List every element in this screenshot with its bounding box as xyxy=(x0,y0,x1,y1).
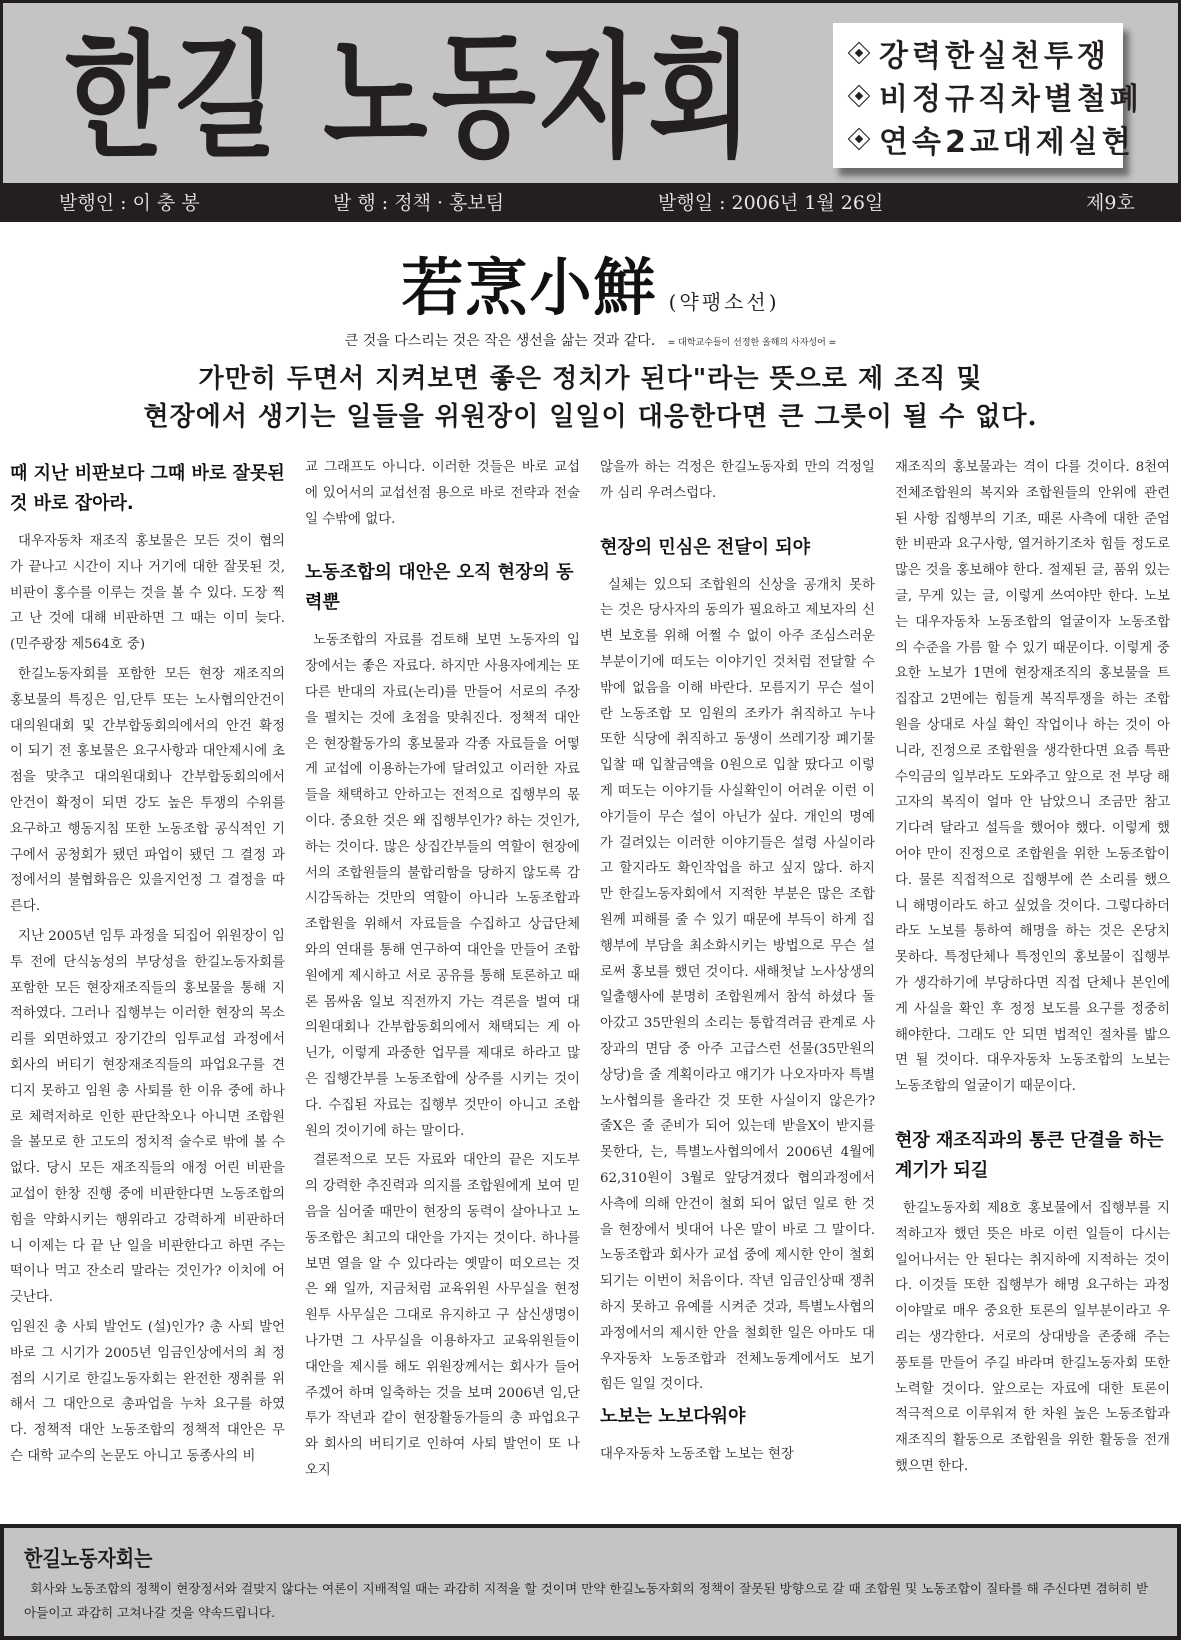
article-columns xyxy=(10,455,1170,1495)
slogan-text: 비정규직차별철폐 xyxy=(879,81,1143,117)
idiom-hanja: 若烹小鮮 xyxy=(401,251,658,324)
issuer: 발 행 : 정책 · 홍보팀 xyxy=(333,191,505,214)
headline-idiom xyxy=(0,238,1181,327)
idiom-meaning xyxy=(0,330,1181,350)
paragraph: 결론적으로 모든 자료와 대안의 끝은 지도부의 강력한 추진력과 의지를 조합원에게 보여 믿음을 심어줄 때만이 현장의 동력이 살아나고 노동조합은 최고의 대안을 가지는 것이다. 하나를 보면 열을 알 수 있다라는 옛말이 떠오르는 것은 왜 일까, 지금처럼 교육위원 사무실을 현정원투 사무실은 그대로 유지하고 구 삼신생명이 나가면 그 사무실을 이용하자고 교육위원들이 대안을 제시를 해도 위원장께서는 회사가 들어 주겠어 하며 일축하는 것을 보며 2006년 임,단투가 작년과 같이 현장활동가들의 총 파업요구와 회사의 버티기로 인하여 사퇴 발언이 또 나오지 xyxy=(305,1153,580,1478)
column-4 xyxy=(895,455,1170,1495)
section-heading: 현장의 민심은 전달이 되야 xyxy=(600,536,811,558)
slogan-text: 연속2교대제실현 xyxy=(879,124,1135,160)
paragraph: 대우자동차 노동조합 노보는 현장 xyxy=(600,1447,794,1463)
slogan-box xyxy=(833,23,1143,168)
footer-title: 한길노동자회는 xyxy=(24,1546,153,1572)
diamond-bullet-icon xyxy=(848,127,871,150)
column-3 xyxy=(600,455,875,1495)
paragraph: 않을까 하는 걱정은 한길노동자회 만의 걱정일까 심리 우려스럽다. xyxy=(600,460,875,501)
lead-statement xyxy=(0,360,1181,436)
masthead xyxy=(0,0,1181,222)
diamond-bullet-icon xyxy=(848,84,871,107)
publisher: 발행인 : 이 충 봉 xyxy=(59,191,200,214)
paragraph: 노동조합의 자료를 검토해 보면 노동자의 입장에서는 좋은 자료다. 하지만 사용자에게는 또 다른 반대의 자료(논리)를 만들어 서로의 주장을 펼치는 것에 초점을 맞춰진다. 정책적 대안은 현장활동가의 홍보물과 각종 자료들을 어떻게 교섭에 이용하는가에 달려있고 이러한 자료들을 채택하고 안하고는 전적으로 집행부의 몫이다. 중요한 것은 왜 집행부인가? 하는 것인가, 하는 것이다. 많은 상집간부들의 역할이 현장에서의 조합원들의 불합리함을 당하지 않도록 감시감독하는 것만의 역할이 아니라 노동조합과 조합원을 위해서 자료들을 수집하고 상급단체와의 연대를 통해 연구하여 대안을 만들어 조합원에게 제시하고 서로 공유를 통해 토론하고 때론 몸싸움 일보 직전까지 가는 격론을 벌여 대의원대회나 간부합동회의에서 채택되는 게 아닌가, 이렇게 과중한 업무를 제대로 하라고 많은 집행간부를 노동조합에 상주를 시키는 것이다. 수집된 자료는 집행부 것만이 아니고 조합원의 것이기에 하는 말이다. xyxy=(305,633,580,1139)
section-heading: 현장 재조직과의 통큰 단결을 하는 계기가 되길 xyxy=(895,1129,1164,1181)
idiom-meaning-text: 큰 것을 다스리는 것은 작은 생선을 삶는 것과 같다. xyxy=(344,333,656,349)
publish-date: 발행일 : 2006년 1월 26일 xyxy=(658,191,884,214)
paragraph: 재조직의 홍보물과는 격이 다를 것이다. 8천여 전체조합원의 복지와 조합원들의 안위에 관련된 사항 집행부의 기조, 때론 사측에 대한 준엄한 비판과 요구사항, 열거하기조차 힘들 정도로 많은 것을 홍보해야 한다. 절제된 글, 품위 있는 글, 무게 있는 글, 이렇게 쓰여야만 한다. 노보는 대우자동차 노동조합의 얼굴이자 노동조합의 수준을 가름 할 수 있기 때문이다. 이렇게 중요한 노보가 1면에 현장재조직의 홍보물을 트집잡고 2면에는 힘들게 복직투쟁을 하는 조합원을 상대로 사실 확인 작업이나 하는 것이 아니라, 진정으로 조합원을 생각한다면 요즘 특판 수익금의 일부라도 도와주고 앞으로 전 부당 해고자의 복직이 얼마 안 남았으니 조금만 참고 기다려 달라고 설득을 했어야 했다. 이렇게 했어야 만이 진정으로 조합원을 위한 노동조합이다. 물론 직접적으로 집행부에 쓴 소리를 했으니 해명이라도 하고 싶었을 것이다. 그렇다하더라도 노보를 통하여 해명을 하는 것은 온당치 못하다. 특정단체나 특정인의 홍보물이 집행부가 생각하기에 부당하다면 직접 단체나 본인에게 사실을 확인 후 정정 보도를 요구를 정중히 해야한다. 그래도 안 되면 법적인 절차를 밟으면 될 것이다. 대우자동차 노동조합의 노보는 노동조합의 얼굴이기 때문이다. xyxy=(895,460,1170,1095)
paragraph: 한길노동자회 제8호 홍보물에서 집행부를 지적하고자 했던 뜻은 바로 이런 일들이 다시는 일어나서는 안 된다는 취지하에 지적하는 것이다. 이것들 또한 집행부가 해명 요구하는 과정이야말로 매우 중요한 토론의 일부분이라고 우리는 생각한다. 서로의 상대방을 존중해 주는 풍토를 만들어 주길 바라며 한길노동자회 또한 노력할 것이다. 앞으로는 자료에 대한 토론이 적극적으로 이루워져 한 차원 높은 노동조합과 재조직의 활동으로 조합원을 위한 활동을 전개했으면 한다. xyxy=(895,1200,1170,1474)
paragraph: 임원진 총 사퇴 발언도 (설)인가? 총 사퇴 발언 바로 그 시기가 2005년 임금인상에서의 최 정점의 시기로 한길노동자회는 완전한 쟁취를 위해서 그 대안으로 총파업을 누차 요구를 하였다. 정책적 대안 노동조합의 정책적 대안은 무슨 대학 교수의 논문도 아니고 동종사의 비 xyxy=(10,1319,285,1464)
slogan-item xyxy=(847,74,1143,117)
column-2 xyxy=(305,455,580,1495)
newsletter-title: 한길 노동자회 xyxy=(65,19,757,176)
issue-number: 제9호 xyxy=(1086,191,1135,214)
section-heading: 노동조합의 대안은 오직 현장의 동력뿐 xyxy=(305,562,574,614)
publication-info-bar xyxy=(3,183,1178,219)
idiom-source-note: = 대학교수들이 선정한 올해의 사자성어 = xyxy=(667,338,837,348)
paragraph: 실체는 있으되 조합원의 신상을 공개치 못하는 것은 당사자의 동의가 필요하고 제보자의 신변 보호를 위해 어쩔 수 없이 아주 조심스러운 부분이기에 떠도는 이야기인 것처럼 전달할 수밖에 없음을 이해 바란다. 모름지기 무슨 설이란 노동조합 모 임원의 조카가 취직하고 누나 또한 식당에 취직하고 동생이 쓰레기장 폐기물 입찰 때 입찰금액을 0원으로 입찰 땄다고 이렇게 떠도는 이야기들 사실확인이 어려운 이런 이야기들이 무슨 설이 아닌가 싶다. 개인의 명예가 걸려있는 이러한 이야기들은 설령 사실이라고 할지라도 확인작업을 하고 싶지 않다. 하지만 한길노동자회에서 지적한 부분은 많은 조합원께 피해를 줄 수 있기 때문에 부득이 하게 집행부에 부담을 최소화시키는 방법으로 무슨 설로써 홍보를 했던 것이다. 새해첫날 노사상생의 일출행사에 분명히 조합원께서 참석 하셨다 돌아갔고 35만원의 소리는 통합격려금 관계로 사장과의 면담 중 아주 고급스런 선물(35만원의 상당)을 줄 계획이라고 얘기가 나오자마자 특별노사협의를 올라간 것 또한 사실이지 않은가? 줄X은 줄 준비가 되어 있는데 받을X이 받지를 못한다, 는, 특별노사협의에서 2006년 4월에 62,310원이 3월로 앞당겨졌다 협의과정에서 사측에 의해 안건이 철회 되어 없던 일로 한 것을 현장에서 빗대어 나온 말이 바로 그 말이다. 노동조합과 회사가 교섭 중에 제시한 안이 철회되기는 이번이 처음이다. 작년 임금인상때 쟁취하지 못하고 유예를 시켜준 것과, 특별노사협의 과정에서의 제시한 안을 철회한 일은 아마도 대우자동차 노동조합과 전체노동계에서도 보기 힘든 일일 것이다. xyxy=(600,577,875,1393)
section-heading: 때 지난 비판보다 그때 바로 잘못된 것 바로 잡아라. xyxy=(10,463,285,514)
paragraph: 대우자동차 재조직 홍보물은 모든 것이 협의가 끝나고 시간이 지나 거기에 대한 잘못된 것, 비판이 홍수를 이루는 것을 볼 수 있다. 도장 찍고 난 것에 대해 비판하면 그 때는 이미 늦다. (민주광장 제564호 중) xyxy=(10,534,285,653)
footer-statement: 회사와 노동조합의 정책이 현장정서와 걸맞지 않다는 여론이 지배적일 때는 과감히 지적을 할 것이며 만약 한길노동자회의 정책이 잘못된 방향으로 갈 때 조합원 및 노동조합이 질타를 해 주신다면 겸허히 받아들이고 과감히 고쳐나갈 것을 약속드립니다. xyxy=(24,1581,1149,1620)
slogan-item xyxy=(847,31,1113,74)
paragraph: 지난 2005년 임투 과정을 되집어 위원장이 임투 전에 단식농성의 부당성을 한길노동자회를 포함한 모든 현장재조직들의 홍보물을 통해 지적하였다. 그러나 집행부는 이러한 현장의 목소리를 외면하였고 장기간의 임투교섭 과정에서 회사의 버티기 현장재조직들의 파업요구를 견디지 못하고 임원 총 사퇴를 한 이유 중에 하나로 체력저하로 인한 판단착오나 아니면 조합원을 볼모로 한 고도의 정치적 술수로 밖에 볼 수 없다. 당시 모든 재조직들의 애정 어린 비판을 교섭이 한창 진행 중에 비판한다면 노동조합의 힘을 약화시키는 행위라고 강력하게 비판하더니 이제는 다 끝 난 일을 비판한다고 하면 주는 떡이나 먹고 잔소리 말라는 것인가? 이치에 어긋난다. xyxy=(10,928,285,1306)
footer-box xyxy=(0,1524,1181,1640)
section-heading: 노보는 노보다워야 xyxy=(600,1406,746,1428)
lead-line: 현장에서 생기는 일들을 위원장이 일일이 대응한다면 큰 그릇이 될 수 없다. xyxy=(143,402,1038,432)
column-1 xyxy=(10,455,285,1495)
lead-line: 가만히 두면서 지켜보면 좋은 정치가 된다"라는 뜻으로 제 조직 및 xyxy=(198,364,983,394)
slogan-item xyxy=(847,117,1135,160)
idiom-reading: (약팽소선) xyxy=(668,290,780,314)
paragraph: 교 그래프도 아니다. 이러한 것들은 바로 교섭에 있어서의 교섭선점 용으로 바로 전략과 전술일 수밖에 없다. xyxy=(305,460,580,527)
slogan-text: 강력한실천투쟁 xyxy=(879,38,1110,74)
paragraph: 한길노동자회를 포함한 모든 현장 재조직의 홍보물의 특징은 임,단투 또는 노사협의안건이 대의원대회 및 간부합동회의에서의 안건 확정이 되기 전 홍보물은 요구사항과 대안제시에 초점을 맞추고 대의원대회나 간부합동회의에서 안건이 확정이 되면 강도 높은 투쟁의 수위를 요구하고 행동지침 또한 노동조합 공식적인 기구에서 공청회가 됐던 파업이 됐던 그 결정 과정에서의 불협화음은 있을지언정 그 결정을 따른다. xyxy=(10,666,285,915)
diamond-bullet-icon xyxy=(848,41,871,64)
